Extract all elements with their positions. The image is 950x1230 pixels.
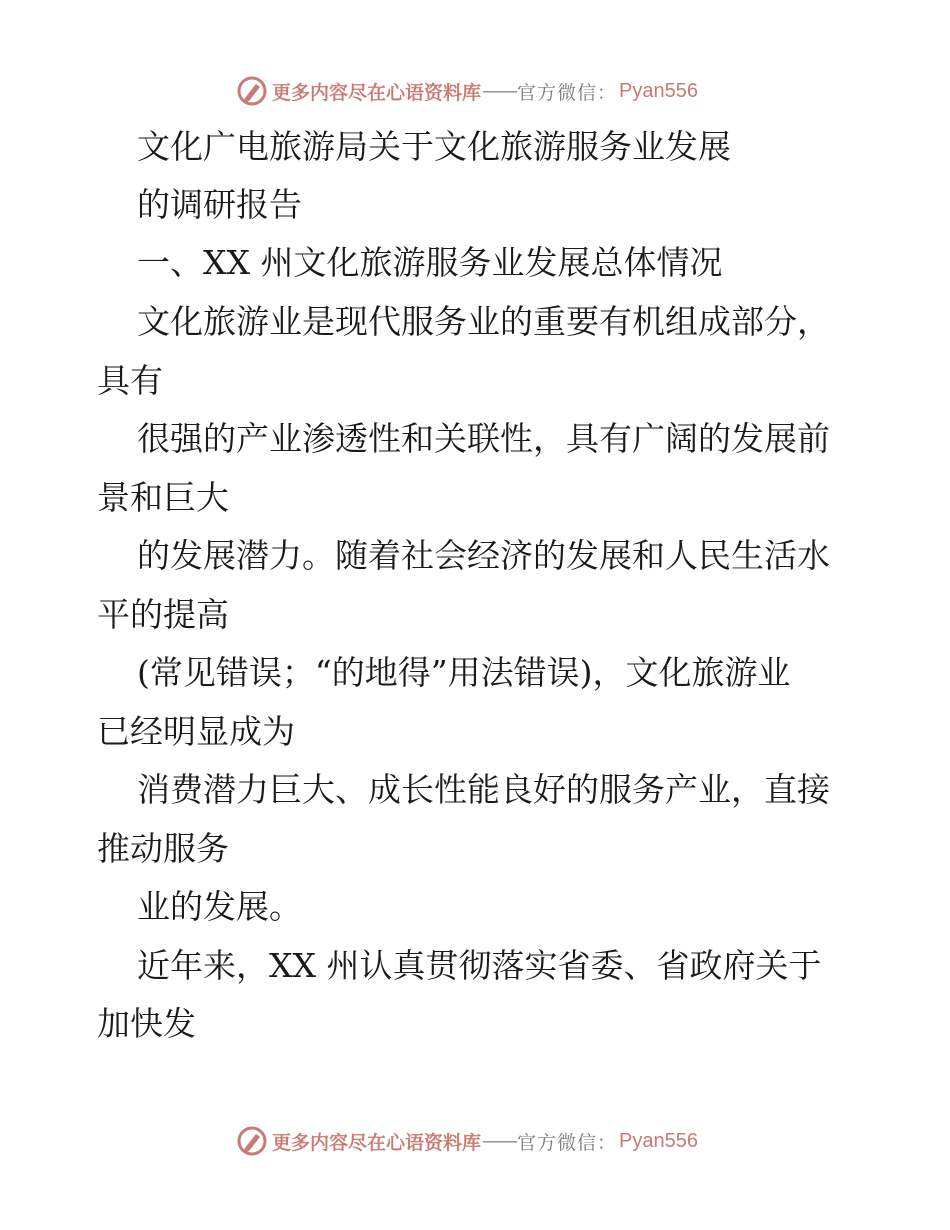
watermark-official-label: 官方微信：	[517, 81, 618, 104]
watermark-separator: ——	[482, 1130, 517, 1152]
paragraph-line: 近年来，XX 州认真贯彻落实省委、省政府关于	[137, 946, 822, 985]
watermark-wechat-id: Pyan556	[619, 1129, 698, 1152]
watermark-official-label: 官方微信：	[517, 1131, 618, 1154]
header-watermark	[236, 73, 698, 109]
watermark-brand-text: 更多内容尽在心语资料库	[272, 1131, 482, 1154]
section-heading: 一、XX 州文化旅游服务业发展总体情况	[137, 243, 723, 282]
paragraph-line: 推动服务	[97, 829, 229, 868]
paragraph-line: 很强的产业渗透性和关联性，具有广阔的发展前	[137, 419, 830, 458]
paragraph-line: 的发展潜力。随着社会经济的发展和人民生活水	[137, 536, 830, 575]
watermark-wechat-id: Pyan556	[619, 79, 698, 102]
paragraph-line: 景和巨大	[97, 478, 229, 517]
paragraph-line: 消费潜力巨大、成长性能良好的服务产业，直接	[137, 770, 830, 809]
paragraph-line: 具有	[97, 361, 163, 400]
watermark-brand-text: 更多内容尽在心语资料库	[272, 81, 482, 104]
pen-logo-icon	[236, 75, 268, 107]
paragraph-line: (常见错误；“的地得”用法错误)，文化旅游业	[137, 653, 791, 692]
paragraph-line: 业的发展。	[137, 887, 302, 926]
doc-title-line-2: 的调研报告	[137, 185, 302, 224]
footer-watermark	[236, 1123, 698, 1159]
watermark-separator: ——	[482, 80, 517, 102]
doc-title-line-1: 文化广电旅游局关于文化旅游服务业发展	[137, 127, 731, 166]
paragraph-line: 加快发	[97, 1004, 196, 1043]
paragraph-line: 已经明显成为	[97, 712, 295, 751]
paragraph-line: 平的提高	[97, 595, 229, 634]
paragraph-line: 文化旅游业是现代服务业的重要有机组成部分，	[137, 302, 830, 341]
pen-logo-icon	[236, 1125, 268, 1157]
